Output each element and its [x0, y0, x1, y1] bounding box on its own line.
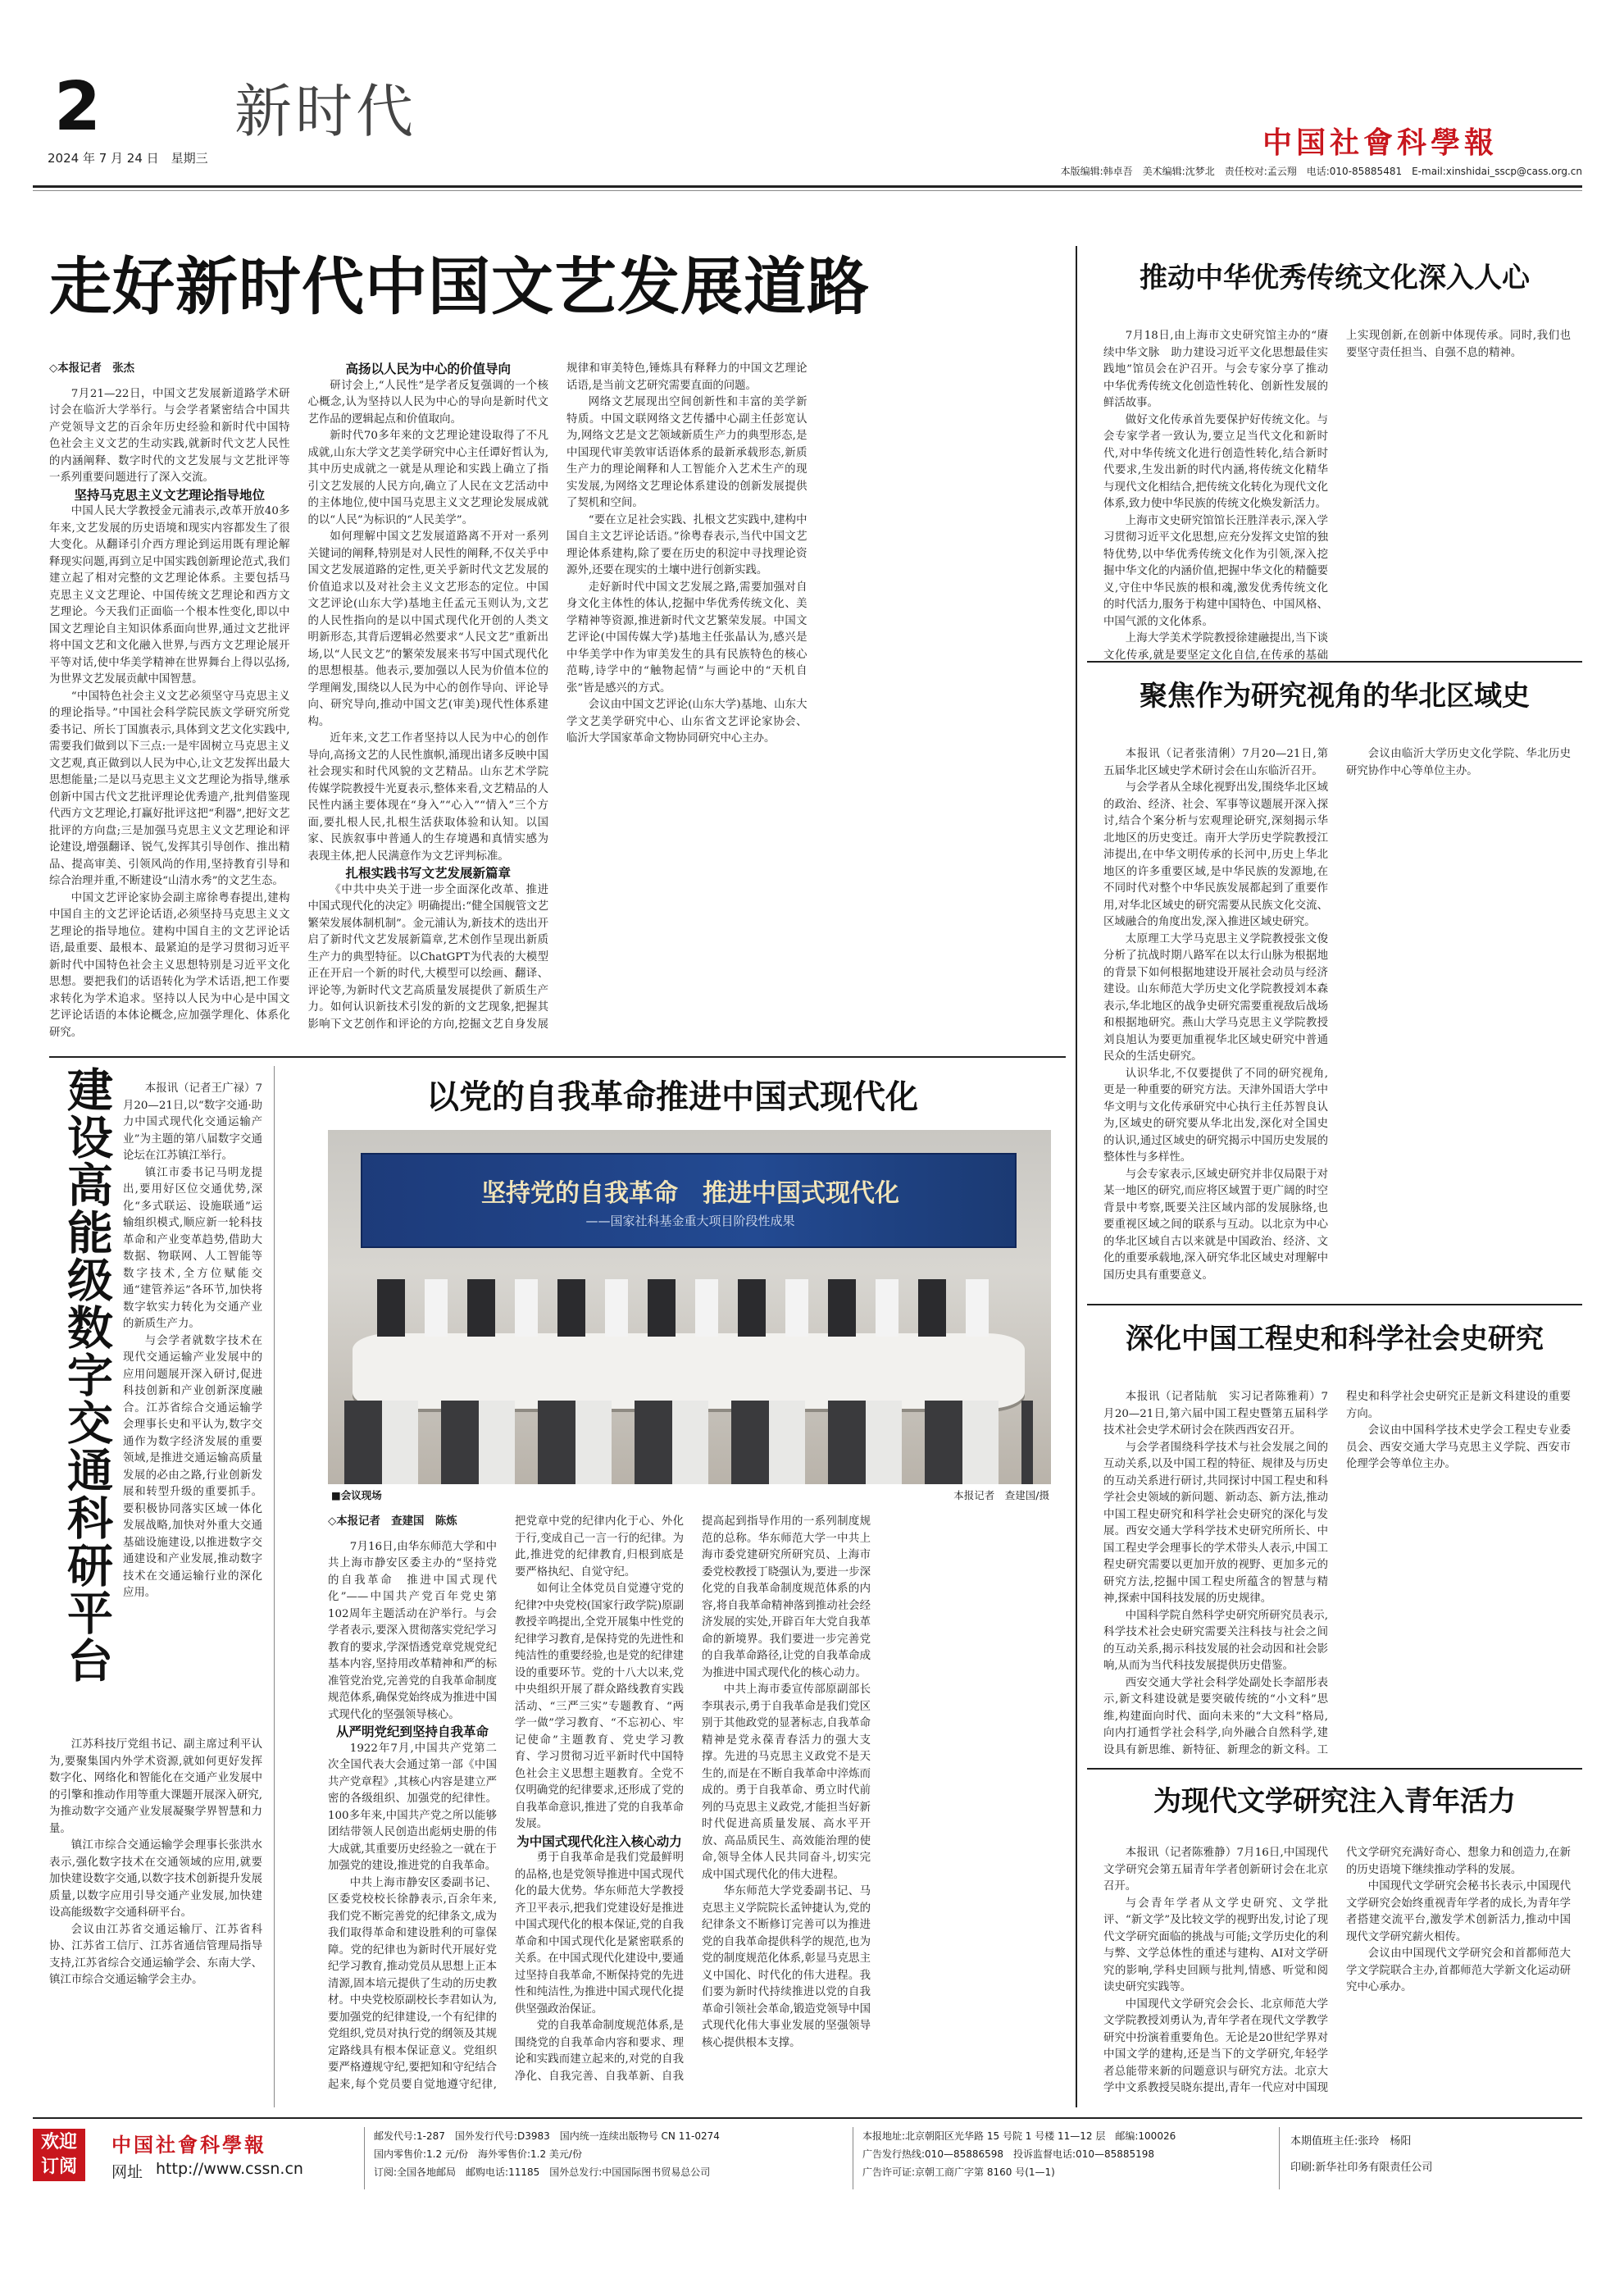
- youth-body: [1103, 1845, 1571, 2106]
- culture-paragraph: 上海市文史研究馆馆长汪胜洋表示,深入学习贯彻习近平文化思想,应充分发挥文史馆的独特优势,以中华优秀传统文化作为引领,深入挖掘中华文化的内涵价值,把握中华文化的精髓要义,守住中华民族的根和魂,激发优秀传统文化的时代活力,服务于构建中国特色、中国风格、中国气派的文化体系。: [1103, 514, 1328, 628]
- subscribe-badge: 欢迎订阅: [33, 2129, 85, 2181]
- lead-paragraph: 网络文艺展现出空间创新性和丰富的美学新特质。中国文联网络文艺传播中心副主任彭宽认为,网络文艺是文艺领域新质生产力的典型形态,是中国现代审美敦审话语体系的最新承载形态,新质生产力的理论阐释和人工智能介入艺术生产的现实发展,为网络文艺理论体系建设的创新发展提供了契机和空间。: [566, 396, 808, 509]
- party-paragraph: 勇于自我革命是我们党最鲜明的品格,也是党领导推进中国式现代化的最大优势。华东师范大学教授齐卫平表示,把我们党建设好是推进中国式现代化的根本保证,党的自我革命和中国式现代化是紧密联系的关系。在中国式现代化建设中,要通过坚持自我革命,不断保持党的先进性和纯洁性,为推进中国式现代化提供坚强政治保证。: [515, 1852, 684, 2016]
- transport-body-top: [123, 1081, 262, 1730]
- youth-paragraph: 中国现代文学研究会会长、北京师范大学文学院教授刘勇认为,青年学者在现代文学教学研究中扮演着重要角色。无论是20世纪学界对中国文学的建构,还是当下的文学研究,年轻学者总能带来新的问题意识与研究方法。北京大学中文系教授吴晓东提出,青年一代应对中国现代文学研究充满好奇心、想象力和创造力,在新的历史语境下继续推动学科的发展。: [1103, 1847, 1571, 2094]
- masthead: [33, 68, 1582, 185]
- photo-banner-subtitle: ——国家社科基金重大项目阶段性成果: [585, 1214, 795, 1228]
- youth-paragraph: 会议由中国现代文学研究会和首都师范大学文学院联合主办,首都师范大学新文化运动研究中心承办。: [1346, 1947, 1571, 1993]
- lead-subhead-1: 坚持马克思主义文艺理论指导地位: [74, 487, 265, 503]
- party-byline: ◇本报记者 查建国 陈炼: [328, 1515, 457, 1528]
- lead-byline: ◇本报记者 张杰: [49, 362, 135, 375]
- party-paragraph: 华东师范大学党委副书记、马克思主义学院院长孟钟捷认为,党的纪律条文不断修订完善可以为推进党的自我革命提供科学的规范,也为党的制度规范化体系,彰显马克思主义中国化、时代化的伟大进程。我们要为新时代持续推进以党的自我革命引领社会革命,锻造党领导中国式现代化伟大事业发展的坚强领导核心提供根本支撑。: [702, 1885, 871, 2049]
- photo-table: [353, 1333, 1025, 1409]
- youth-paragraph: 中国现代文学研究会秘书长表示,中国现代文学研究会始终重视青年学者的成长,为青年学者搭建交流平台,激发学术创新活力,推动中国现代文学研究薪火相传。: [1346, 1880, 1571, 1943]
- footer-logo: 中国社會科學報: [111, 2133, 266, 2157]
- party-paragraph: 1922年7月,中国共产党第二次全国代表大会通过第一部《中国共产党章程》,其核心内容是建立严密的各级组织、加强党的纪律性。100多年来,中国共产党之所以能够团结带领人民创造出彪炳史册的伟大成就,其重要历史经验之一就在于加强党的建设,推进党的自我革命。: [328, 1742, 497, 1872]
- editors-line: 本版编辑:韩卓吾 美术编辑:沈梦北 责任校对:孟云翔 电话:010-85885481 E-mail:xinshidai_sscp@cass.org.cn: [1060, 166, 1582, 177]
- culture-paragraph: 7月18日,由上海市文史研究馆主办的“赓续中华文脉 助力建设习近平文化思想最佳实践地”馆员会在沪召开。与会专家分享了推动中华优秀传统文化创造性转化、创新性发展的鲜活故事。: [1103, 330, 1328, 409]
- footer-website-link[interactable]: http://www.cssn.cn: [156, 2160, 303, 2178]
- party-body: [328, 1514, 1058, 2101]
- party-paragraph: 如何让全体党员自觉遵守党的纪律?中央党校(国家行政学院)原副教授辛鸣提出,全党开展集中性党的纪律学习教育,是保持党的先进性和纯洁性的重要经验,也是党的纪律建设的重要环节。党的十八大以来,党中央组织开展了群众路线教育实践活动、“三严三实”专题教育、“两学一做”学习教育、“不忘初心、牢记使命”主题教育、党史学习教育、学习贯彻习近平新时代中国特色社会主义思想主题教育。全党不仅明确党的纪律要求,还形成了党的自我革命意识,推进了党的自我革命发展。: [515, 1583, 684, 1830]
- transport-paragraph: 镇江市委书记马明龙提出,要用好区位交通优势,深化“多式联运、设施联通”运输组织模式,顺应新一轮科技革命和产业变革趋势,借助大数据、物联网、人工智能等数字技术,全方位赋能交通“建管养运”各环节,加快将数字软实力转化为交通产业的新质生产力。: [123, 1166, 262, 1330]
- north-paragraph: 本报讯（记者张清俐）7月20—21日,第五届华北区域史学术研讨会在山东临沂召开。: [1103, 748, 1328, 777]
- section-rule: [1087, 1768, 1582, 1770]
- culture-paragraph: 做好文化传承首先要保护好传统文化。与会专家学者一致认为,要立足当代文化和新时代,对中华传统文化进行创造性转化,结合新时代要求,生发出新的时代内涵,将传统文化精华与现代文化相结合,把传统文化转化为现代文化体系,致力使中华民族的传统文化焕发新活力。: [1103, 413, 1328, 510]
- photo-banner-title: 坚持党的自我革命 推进中国式现代化: [481, 1179, 899, 1208]
- photo-caption-right: 本报记者 查建国/摄: [953, 1489, 1049, 1501]
- lead-headline: 走好新时代中国文艺发展道路: [49, 250, 870, 323]
- footer-ad-phone: 广告发行热线:010—85886598 投诉监督电话:010—85885198: [862, 2148, 1155, 2160]
- transport-paragraph: 与会学者就数字技术在现代交通运输产业发展中的应用问题展开深入研讨,促进科技创新和产业创新深度融合。江苏省综合交通运输学会理事长史和平认为,数字交通作为数字经济发展的重要领域,是推进交通运输高质量发展的必由之路,行业创新发展和转型升级的重要抓手。要积极协同落实区域一体化发展战略,加快对外重大交通基础设施建设,以推进数字交通建设和产业发展,推动数字技术在交通运输行业的深化应用。: [123, 1334, 262, 1599]
- engineering-paragraph: 中国科学院自然科学史研究所研究员表示,科学技术社会史研究需要关注科技与社会之间的互动关系,揭示科技发展的社会动因和社会影响,从而为当代科技发展提供历史借鉴。: [1103, 1609, 1328, 1672]
- footer-postal: 邮发代号:1-287 国外发行代号:D3983 国内统一连续出版物号 CN 11-0274: [374, 2130, 720, 2142]
- lead-subhead-3: 扎根实践书写文艺发展新篇章: [345, 866, 511, 881]
- column-divider: [274, 1066, 275, 2107]
- masthead-logo: 中国社會科學報: [1262, 125, 1499, 160]
- engineering-body: [1103, 1389, 1571, 1765]
- youth-paragraph: 本报讯（记者陈雅静）7月16日,中国现代文学研究会第五届青年学者创新研讨会在北京召开。: [1103, 1847, 1328, 1893]
- lead-paragraph: 中国人民大学教授金元浦表示,改革开放40多年来,文艺发展的历史语境和现实内容都发生了很大变化。从翻译引介西方理论到运用既有理论解释现实问题,再到立足中国实践创新理论范式,我们建立起了相对完整的文艺理论体系。主要包括马克思主义文艺理论、中国传统文艺理论和西方文艺理论。今天我们正面临一个根本性变化,即以中国文艺理论自主知识体系面向世界,通过文艺批评将中国文艺和文化融入世界,与西方文艺理论展开平等对话,使中华美学精神在世界舞台上得以弘扬,为世界文艺发展贡献中国智慧。: [49, 505, 290, 686]
- footer-website-label: 网址: [111, 2163, 143, 2181]
- lead-subhead-2: 高扬以人民为中心的价值导向: [345, 362, 511, 376]
- footer: [33, 2124, 1582, 2222]
- issue-date: 2024 年 7 月 24 日 星期三: [48, 151, 208, 166]
- footer-rule: [33, 2117, 1582, 2119]
- transport-paragraph: 会议由江苏省交通运输厅、江苏省科协、江苏省工信厅、江苏省通信管理局指导支持,江苏省综合交通运输学会、东南大学、镇江市综合交通运输学会主办。: [49, 1923, 262, 1986]
- youth-paragraph: 与会青年学者从文学史研究、文学批评、“新文学”及比较文学的视野出发,讨论了现代文学研究面临的挑战与可能;文学历史化的利与弊、文学总体性的重述与建构、AI对文学研究的影响,学科史回顾与批判,情感、听觉和阅读史研究实践等。: [1103, 1897, 1328, 1993]
- party-intro: 7月16日,由华东师范大学和中共上海市静安区委主办的“坚持党的自我革命 推进中国式现代化”——中国共产党百年党史第102周年主题活动在沪举行。与会学者表示,要深入贯彻落实党纪学习教育的要求,学深悟透党章党规党纪基本内容,坚持用改革精神和严的标准管党治党,完善党的自我革命制度规范体系,确保党始终成为推进中国式现代化的坚强领导核心。: [328, 1540, 497, 1721]
- north-paragraph: 太原理工大学马克思主义学院教授张文俊分析了抗战时期八路军在以太行山脉为根据地的背景下如何根据地建设开展社会动员与经济建设。山东师范大学历史文化学院教授刘本森表示,华北地区的战争史研究需要重视敌后战场和根据地研究。燕山大学马克思主义学院教授刘良旭认为要更加重视华北区域史研究中普通民众的生活史研究。: [1103, 932, 1328, 1063]
- masthead-rule: [33, 185, 1582, 188]
- page-number: 2: [54, 68, 102, 146]
- engineering-paragraph: 本报讯（记者陆航 实习记者陈雅莉）7月20—21日,第六届中国工程史暨第五届科学技术社会史学术研讨会在陕西西安召开。: [1103, 1391, 1328, 1437]
- transport-paragraph: 本报讯（记者王广禄）7月20—21日,以“数字交通·助力中国式现代化交通运输产业”为主题的第八届数字交通论坛在江苏镇江举行。: [123, 1082, 262, 1162]
- photo-people-row: [377, 1279, 1000, 1337]
- party-subhead-1: 从严明党纪到坚持自我革命: [335, 1724, 489, 1739]
- transport-headline: 建设高能级数字交通科研平台: [60, 1066, 113, 1684]
- lead-paragraph: 研讨会上,“人民性”是学者反复强调的一个核心概念,认为坚持以人民为中心的导向是新时代文艺作品的逻辑起点和价值取向。: [307, 379, 548, 426]
- photo-caption-left: ■会议现场: [331, 1489, 382, 1501]
- transport-paragraph: 江苏科技厅党组书记、副主席过利平认为,要聚集国内外学术资源,就如何更好发挥数字化、网络化和智能化在交通产业发展中的引擎和推动作用等重大课题开展深入研究,为推动数字交通产业发展凝聚学界智慧和力量。: [49, 1738, 262, 1835]
- lead-paragraph: 《中共中央关于进一步全面深化改革、推进中国式现代化的决定》明确提出:“健全国舰管文艺繁荣发展体制机制”。金元浦认为,新技术的迭出开启了新时代文艺发展新篇章,艺术创作呈现出新质生产力的典型特征。以ChatGPT为代表的大模型正在开启一个新的时代,大模型可以绘画、翻译、评论等,为新时代文艺高质量发展提供了新质生产力。如何认识新技术引发的新的文艺现象,把握其影响下文艺创作和评论的方向,挖掘文艺自身发展规律和审美特色,锤炼具有释释力的中国文艺理论话语,是当前文艺研究需要直面的问题。: [307, 362, 808, 1031]
- masthead-rule-thin: [33, 190, 1582, 191]
- photo-banner: [361, 1153, 1017, 1248]
- lead-paragraph: 近年来,文艺工作者坚持以人民为中心的创作导向,高扬文艺的人民性旗帜,涌现出诸多反映中国社会现实和时代风貌的文艺精品。山东艺术学院传媒学院教授牛光夏表示,整体来看,文艺精品的人民性内涵主要体现在“身入”“心入”“情入”三个方面,要扎根人民,扎根生活获取体验和认知。以国家、民族叙事中普通人的生存境遇和真情实感为表现主体,把人民满意作为文艺评判标准。: [307, 732, 548, 863]
- party-photo: [328, 1130, 1051, 1484]
- section-title: 新时代: [234, 78, 416, 145]
- section-rule: [1087, 1304, 1582, 1305]
- footer-duty-editor: 本期值班主任:张玲 杨阳: [1290, 2135, 1412, 2148]
- culture-body: [1103, 328, 1571, 672]
- footer-divider: [1279, 2127, 1280, 2189]
- engineering-paragraph: 西安交通大学社会科学处副处长李韶彤表示,新文科建设就是要突破传统的“小文科”思维,构建面向时代、面向未来的“大文科”格局,向内打通哲学社会科学,向外融合自然科学,建设具有新思维、新特征、新理念的新文科。工程史和科学社会史研究正是新文科建设的重要方向。: [1103, 1391, 1571, 1756]
- engineering-headline: 深化中国工程史和科学社会史研究: [1126, 1323, 1544, 1355]
- lead-paragraph: 走好新时代中国文艺发展之路,需要加强对自身文化主体性的体认,挖掘中华优秀传统文化、美学精神等资源,推进新时代文艺繁荣发展。中国文艺评论(中国传媒大学)基地主任张晶认为,感兴是中华美学中作为审美发生的具有民族特色的核心范畴,诗学中的“触物起情”与画论中的“天机自张”皆是感兴的方式。: [566, 581, 808, 695]
- footer-divider: [364, 2127, 365, 2189]
- footer-price: 国内零售价:1.2 元/份 海外零售价:1.2 美元/份: [374, 2148, 582, 2160]
- section-rule: [1087, 661, 1582, 663]
- party-paragraph: 党的自我革命制度规范体系,是围绕党的自我革命内容和要求、理论和实践而建立起来的,对党的自我净化、自我完善、自我革新、自我提高起到指导作用的一系列制度规范的总称。华东师范大学一中共上海市委党建研究所研究员、上海市委党校教授丁晓强认为,要进一步深化党的自我革命制度规范体系的内容,将自我革命精神落到推动社会经济发展的实处,开辟百年大党自我革命的新境界。我们要进一步完善党的自我革命路径,让党的自我革命成为推进中国式现代化的核心动力。: [515, 1515, 871, 2083]
- transport-paragraph: 镇江市综合交通运输学会理事长张洪水表示,强化数字技术在交通领域的应用,就要加快建设数字交通,以数字技术创新提升发展质量,以数字应用引导交通产业发展,加快建设高能级数字交通科研平台。: [49, 1839, 262, 1919]
- photo-front-row: [344, 1401, 1033, 1484]
- section-rule: [49, 1056, 1066, 1058]
- footer-ad-license: 广告许可证:京朝工商广字第 8160 号(1—1): [862, 2166, 1055, 2178]
- north-paragraph: 会议由临沂大学历史文化学院、华北历史研究协作中心等单位主办。: [1346, 748, 1571, 777]
- lead-paragraph: 如何理解中国文艺发展道路离不开对一系列关键词的阐释,特别是对人民性的阐释,不仅关乎中国文艺发展道路的定性,更关乎新时代文艺发展的价值追求以及对社会主义文艺形态的定位。中国文艺评论(山东大学)基地主任孟元玉则认为,文艺的人民性指向的是以中国式现代化开创的人类文明新形态,其背后逻辑必然要求“人民文艺”重新出场,以“人民文艺”的繁荣发展来书写中国式现代化的思想根基。他表示,要加强以人民为价值本位的学理阐发,围绕以人民为中心的创作导向、评论导向、研究导向,推动中国文艺(审美)现代性体系建构。: [307, 531, 548, 728]
- party-paragraph: 中共上海市委宣传部原副部长李琪表示,勇于自我革命是我们党区别于其他政党的显著标志,自我革命精神是党永葆青春活力的强大支撑。先进的马克思主义政党不是天生的,而是在不断自我革命中淬炼而成的。勇于自我革命、勇立时代前列的马克思主义政党,才能担当好新时代促进高质量发展、高水平开放、高品质民生、高效能治理的使命,领导全体人民共同奋斗,切实完成中国式现代化的伟大进程。: [702, 1683, 871, 1881]
- lead-paragraph: “中国特色社会主义文艺必须坚守马克思主义的理论指导。”中国社会科学院民族文学研究所党委书记、所长丁国旗表示,具体到文艺文化实践中,需要我们做到以下三点:一是牢固树立马克思主义文艺观,真正做到以人民为中心,让文艺发挥出最大思想能量;二是以马克思主义文艺理论为指导,继承创新中国古代文艺批评理论优秀遗产,批判借鉴现代西方文艺理论,打赢好批评这把“利器”,把好文艺批评的方向盘;三是加强马克思主义文艺理论和评论建设,增强翻译、锐气,发挥其引导创作、推出精品、提高审美、引领风尚的作用,坚持教育引导和综合治理并重,不断建设“山清水秀”的文艺生态。: [49, 690, 290, 887]
- party-subhead-2: 为中国式现代化注入核心动力: [516, 1834, 682, 1849]
- transport-body-bottom: [49, 1737, 262, 2098]
- north-paragraph: 与会专家表示,区域史研究并非仅局限于对某一地区的研究,而应将区域置于更广阔的时空背景中考察,既要关注区域内部的发展脉络,也要重视区域之间的联系与互动。以北京为中心的华北区域自古以来就是中国政治、经济、文化的重要承载地,深入研究华北区域史对理解中国历史具有重要意义。: [1103, 1168, 1328, 1282]
- party-paragraph: 中共上海市静安区委副书记、区委党校校长徐静表示,百余年来,我们党不断完善党的纪律条文,成为我们取得革命和建设胜利的可靠保障。党的纪律也为新时代开展好党纪学习教育,推动党员从思想上正本清源,固本培元提供了生动的历史教材。中央党校原副校长李君如认为,要加强党的纪律建设,一个有纪律的党组织,党员对执行党的纲领及其规定路线具有根本保证意义。党组织要严格遵规守纪,要把知和守纪结合起来,每个党员要自觉地遵守纪律,把党章中党的纪律内化于心、外化于行,变成自己一言一行的纪律。为此,推进党的纪律教育,归根到底是要严格执纪、自觉守纪。: [328, 1515, 684, 2091]
- youth-headline: 为现代文学研究注入青年活力: [1153, 1785, 1516, 1818]
- footer-address: 本报地址:北京朝阳区光华路 15 号院 1 号楼 11—12 层 邮编:100026: [862, 2130, 1176, 2142]
- lead-paragraph: “要在立足社会实践、扎根文艺实践中,建构中国自主文艺评论话语。”徐粤春表示,当代中国文艺理论体系建构,除了要在历史的积淀中寻找理论资源外,还要在现实的土壤中进行创新实践。: [566, 513, 808, 576]
- north-paragraph: 与会学者从全球化视野出发,围绕华北区域的政治、经济、社会、军事等议题展开深入探讨,结合个案分析与宏观理论研究,深刻揭示华北地区的历史变迁。南开大学历史学院教授江沛提出,在中华文明传承的长河中,历史上华北地区的许多重要区域,是中华民族的发源地,在不同时代对整个中华民族发展都起到了重要作用,对华北区域史的研究需要从民族文化交流、区域融合的角度出发,深入推进区域史研究。: [1103, 781, 1328, 928]
- north-headline: 聚焦作为研究视角的华北区域史: [1140, 680, 1530, 713]
- engineering-paragraph: 会议由中国科学技术史学会工程史专业委员会、西安交通大学马克思主义学院、西安市伦理学会等单位主办。: [1346, 1424, 1571, 1470]
- lead-paragraph: 会议由中国文艺评论(山东大学)基地、山东大学文艺美学研究中心、山东省文艺评论家协会、临沂大学国家革命文物协同研究中心主办。: [566, 699, 808, 745]
- party-headline: 以党的自我革命推进中国式现代化: [426, 1078, 918, 1116]
- culture-paragraph: 上海大学美术学院教授徐建融提出,当下谈文化传承,就是要坚定文化自信,在传承的基础上实现创新,在创新中体现传承。同时,我们也要坚守责任担当、自强不息的精神。: [1103, 330, 1571, 662]
- north-paragraph: 认识华北,不仅要提供了不同的研究视角,更是一种重要的研究方法。天津外国语大学中华文明与文化传承研究中心执行主任苏智良认为,区域史的研究要从华北出发,深化对全国史的认识,通过区域史的研究揭示中国历史发展的整体性与多样性。: [1103, 1067, 1328, 1164]
- engineering-paragraph: 与会学者围绕科学技术与社会发展之间的互动关系,以及中国工程的特征、规律及与历史的互动关系进行研讨,共同探讨中国工程史和科学社会史领域的新问题、新动态、新方法,推动中国工程史研究和科学社会史研究的深化与发展。西安交通大学科学技术史研究所所长、中国工程史学会理事长的学术带头人表示,中国工程史研究需要以更加开放的视野、更加多元的研究方法,挖掘中国工程史所蕴含的智慧与精神,探索中国科技发展的历史规律。: [1103, 1441, 1328, 1605]
- lead-paragraph: 中国文艺评论家协会副主席徐粤春提出,建构中国自主的文艺评论话语,必须坚持马克思主义文艺理论的指导地位。建构中国自主的文艺评论话语,最重要、最根本、最紧迫的是学习贯彻习近平新时代中国特色社会主义思想特别是习近平文化思想。要把我们的话语转化为学术话语,把工作要求转化为学术追求。坚持以人民为中心是中国文艺评论话语的本体论概念,应加强学理化、体系化研究。: [49, 891, 290, 1039]
- lead-body: [49, 361, 1066, 1050]
- column-divider: [1076, 246, 1077, 2107]
- lead-intro: 7月21—22日，中国文艺发展新道路学术研讨会在临沂大学举行。与会学者紧密结合中国共产党领导文艺的百余年历史经验和新时代中国特色社会主义文艺的生动实践,就新时代文艺人民性的内涵阐释、数字时代的文艺发展与文艺批评等一系列重要问题进行了深入交流。: [49, 387, 290, 484]
- north-body: [1103, 746, 1571, 1301]
- culture-headline: 推动中华优秀传统文化深入人心: [1140, 262, 1530, 294]
- lead-paragraph: 新时代70多年来的文艺理论建设取得了不凡成就,山东大学文艺美学研究中心主任谭好哲认为,其中历史成就之一就是从理论和实践上确立了指引文艺发展的人民方向,确立了人民在文艺活动中的主体地位,使中国马克思主义文艺理论发展成就的以“人民”为标识的“人民美学”。: [307, 430, 548, 526]
- footer-subscribe-info: 订阅:全国各地邮局 邮购电话:11185 国外总发行:中国国际图书贸易总公司: [374, 2166, 711, 2178]
- footer-printer: 印刷:新华社印务有限责任公司: [1290, 2162, 1433, 2174]
